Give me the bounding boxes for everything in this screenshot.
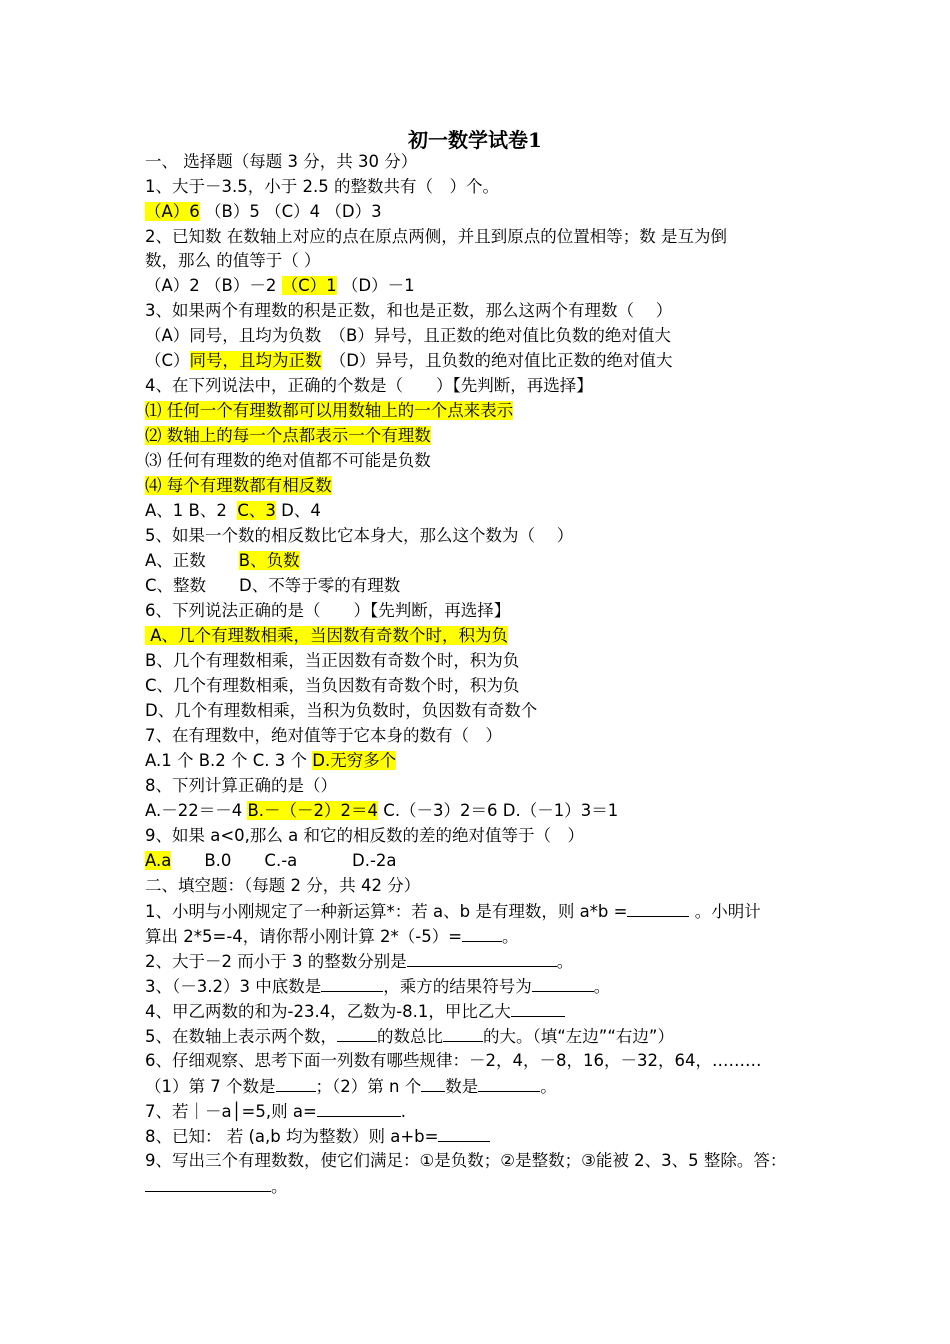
q7-stem: 7、在有理数中，绝对值等于它本身的数有（ ） bbox=[145, 726, 502, 745]
q1-options bbox=[145, 200, 382, 224]
q6-option-d: D、几个有理数相乘，当积为负数时，负因数有奇数个 bbox=[145, 701, 538, 720]
f2-text-1: 2、大于－2 而小于 3 的整数分别是 bbox=[145, 952, 407, 971]
f5-blank-1[interactable] bbox=[337, 1024, 377, 1042]
f7-text-1: 7、若｜－a│=5,则 a= bbox=[145, 1102, 317, 1121]
q1-answer-a: （A）6 bbox=[145, 202, 200, 221]
f3-line bbox=[145, 974, 610, 999]
q6-option-a bbox=[145, 624, 508, 648]
f9-text-2: 。 bbox=[271, 1177, 288, 1196]
q8-stem: 8、下列计算正确的是（） bbox=[145, 776, 337, 795]
q7-answer-d: D.无穷多个 bbox=[312, 751, 397, 770]
f3-blank-2[interactable] bbox=[532, 974, 594, 992]
f1-text-3: 算出 2*5=-4，请你帮小刚计算 2*（-5）= bbox=[145, 927, 463, 946]
f6-text-2: （1）第 7 个数是 bbox=[145, 1077, 276, 1096]
q5-answer-b: B、负数 bbox=[238, 551, 300, 570]
q2-option-ab: （A）2 （B）－2 bbox=[145, 276, 277, 295]
q9-answer-a: A.a bbox=[145, 851, 172, 870]
section-choice-heading: 一、 选择题（每题 3 分，共 30 分） bbox=[145, 152, 418, 171]
f6-text-3: ；（2）第 n 个 bbox=[315, 1077, 422, 1096]
q4-options bbox=[145, 499, 321, 523]
f1-blank-2[interactable] bbox=[462, 924, 502, 942]
f7-line bbox=[145, 1099, 406, 1124]
f6-blank-2[interactable] bbox=[421, 1074, 445, 1092]
q8-options bbox=[145, 799, 618, 823]
f5-text-2: 的数总比 bbox=[377, 1027, 443, 1046]
f4-line bbox=[145, 999, 565, 1024]
f2-blank[interactable] bbox=[407, 949, 557, 967]
f1-text-4: 。 bbox=[502, 927, 519, 946]
q4-statement-2-text: ⑵ 数轴上的每一个点都表示一个有理数 bbox=[145, 426, 431, 445]
exam-title: 初一数学试卷1 bbox=[408, 128, 542, 152]
f6-text-4: 数是 bbox=[445, 1077, 479, 1096]
f8-line bbox=[145, 1124, 490, 1149]
q3-option-d: （D）异号，且负数的绝对值比正数的绝对值大 bbox=[321, 351, 673, 370]
q4-statement-1-text: ⑴ 任何一个有理数都可以用数轴上的一个点来表示 bbox=[145, 401, 514, 420]
q6-answer-a: A、几个有理数相乘，当因数有奇数个时，积为负 bbox=[145, 626, 509, 645]
f1-text-2: 。小明计 bbox=[689, 902, 761, 921]
f3-text-3: 。 bbox=[593, 977, 611, 996]
f3-text-1: 3、（－3.2）3 中底数是 bbox=[145, 977, 322, 996]
q4-option-ab: A、1 B、2 bbox=[145, 501, 227, 520]
f2-text-2: 。 bbox=[556, 952, 574, 971]
f5-text-3: 的大。（填“左边”“右边”） bbox=[483, 1027, 674, 1046]
f9-blank[interactable] bbox=[145, 1174, 271, 1192]
q4-option-d: D、4 bbox=[275, 501, 321, 520]
f6-line1: 6、仔细观察、思考下面一列数有哪些规律：－2，4，－8，16，－32，64，……… bbox=[145, 1051, 762, 1070]
f9-line2 bbox=[145, 1174, 288, 1199]
q2-stem-line2: 数，那么 的值等于（ ） bbox=[145, 251, 321, 270]
q3-option-c-prefix: （C） bbox=[145, 351, 190, 370]
f7-blank[interactable] bbox=[317, 1099, 401, 1117]
f6-blank-3[interactable] bbox=[478, 1074, 540, 1092]
f1-line2 bbox=[145, 924, 519, 949]
q3-options-cd bbox=[145, 349, 673, 373]
q4-statement-4 bbox=[145, 474, 332, 498]
f6-text-5: 。 bbox=[540, 1077, 557, 1096]
section-fill-heading: 二、填空题：（每题 2 分，共 42 分） bbox=[145, 876, 421, 895]
f1-line1 bbox=[145, 899, 761, 924]
q9-options bbox=[145, 849, 397, 873]
f2-line bbox=[145, 949, 573, 974]
q8-answer-b: B.－（－2）2＝4 bbox=[247, 801, 379, 820]
q6-option-b: B、几个有理数相乘，当正因数有奇数个时，积为负 bbox=[145, 651, 520, 670]
q4-stem: 4、在下列说法中，正确的个数是（ ）【先判断，再选择】 bbox=[145, 376, 593, 395]
f6-blank-1[interactable] bbox=[276, 1074, 316, 1092]
f4-text-1: 4、甲乙两数的和为-23.4，乙数为-8.1，甲比乙大 bbox=[145, 1002, 511, 1021]
f5-text-1: 5、在数轴上表示两个数， bbox=[145, 1027, 337, 1046]
q4-statement-2 bbox=[145, 424, 431, 448]
q2-options bbox=[145, 274, 415, 298]
f6-line2 bbox=[145, 1074, 557, 1099]
f8-text-1: 8、已知： 若 (a,b 均为整数）则 a+b= bbox=[145, 1127, 439, 1146]
q2-option-d: （D）－1 bbox=[341, 276, 415, 295]
f8-blank[interactable] bbox=[438, 1124, 490, 1142]
q9-other-options: B.0 C.-a D.-2a bbox=[171, 851, 397, 870]
q6-stem: 6、下列说法正确的是（ ）【先判断，再选择】 bbox=[145, 601, 511, 620]
f5-blank-2[interactable] bbox=[443, 1024, 483, 1042]
q9-stem: 9、如果 a<0,那么 a 和它的相反数的差的绝对值等于（ ） bbox=[145, 826, 585, 845]
q6-option-c: C、几个有理数相乘，当负因数有奇数个时，积为负 bbox=[145, 676, 520, 695]
q3-answer-c: 同号，且均为正数 bbox=[189, 351, 322, 370]
q4-statement-4-text: ⑷ 每个有理数都有相反数 bbox=[145, 476, 332, 495]
f7-text-2: . bbox=[400, 1102, 407, 1121]
q3-stem: 3、如果两个有理数的积是正数，和也是正数，那么这两个有理数（ ） bbox=[145, 301, 673, 320]
q1-other-options: （B）5 （C）4 （D）3 bbox=[205, 202, 382, 221]
q7-options bbox=[145, 749, 396, 773]
q5-options-cd: C、整数 D、不等于零的有理数 bbox=[145, 576, 401, 595]
f9-line1: 9、写出三个有理数数，使它们满足：①是负数；②是整数；③能被 2、3、5 整除。答： bbox=[145, 1151, 787, 1170]
q8-option-a: A.－22＝－4 bbox=[145, 801, 248, 820]
f3-blank-1[interactable] bbox=[321, 974, 383, 992]
f5-line bbox=[145, 1024, 674, 1049]
q2-answer-c: （C）1 bbox=[281, 276, 337, 295]
q5-options-ab bbox=[145, 549, 300, 573]
q5-stem: 5、如果一个数的相反数比它本身大，那么这个数为（ ） bbox=[145, 526, 574, 545]
q2-stem-line1: 2、已知数 在数轴上对应的点在原点两侧，并且到原点的位置相等；数 是互为倒 bbox=[145, 227, 727, 246]
q5-option-a: A、正数 bbox=[145, 551, 239, 570]
q7-option-abc: A.1 个 B.2 个 C. 3 个 bbox=[145, 751, 313, 770]
f1-blank-1[interactable] bbox=[627, 899, 689, 917]
q3-options-ab: （A）同号，且均为负数 （B）异号，且正数的绝对值比负数的绝对值大 bbox=[145, 326, 671, 345]
f1-text-1: 1、小明与小刚规定了一种新运算*：若 a、b 是有理数，则 a*b = bbox=[145, 902, 628, 921]
q4-statement-3: ⑶ 任何有理数的绝对值都不可能是负数 bbox=[145, 451, 431, 470]
f4-blank[interactable] bbox=[511, 999, 565, 1017]
q8-option-cd: C.（－3）2＝6 D.（－1）3＝1 bbox=[378, 801, 619, 820]
q4-answer-c: C、3 bbox=[237, 501, 276, 520]
q1-stem: 1、大于－3.5，小于 2.5 的整数共有（ ）个。 bbox=[145, 177, 499, 196]
f3-text-2: ，乘方的结果符号为 bbox=[383, 977, 532, 996]
q4-statement-1 bbox=[145, 399, 513, 423]
